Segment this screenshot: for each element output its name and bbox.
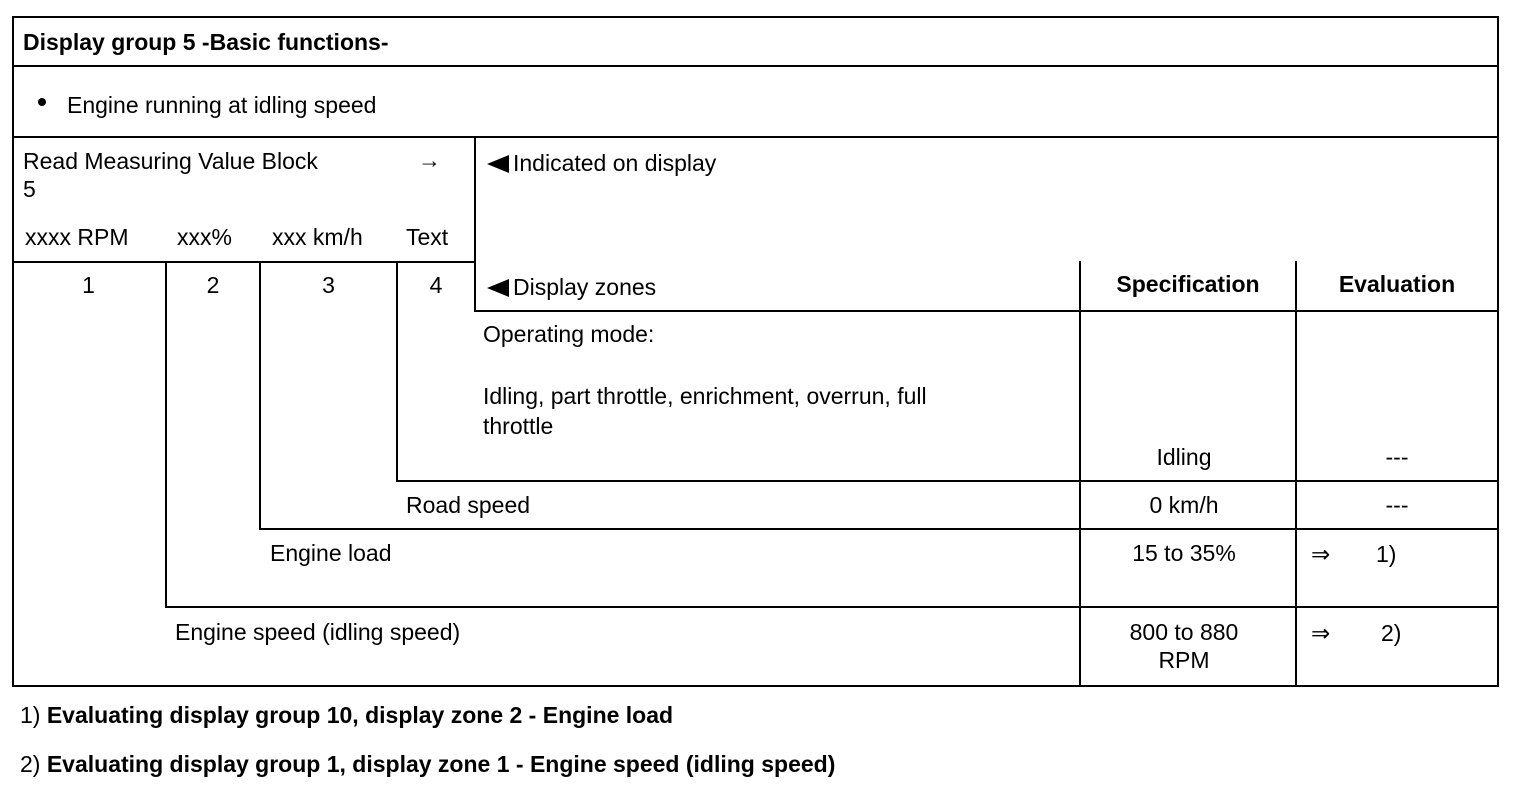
page-title: Display group 5 -Basic functions- [23, 29, 389, 55]
divider-row-road-speed [259, 528, 1499, 530]
engine-speed-specification-2: RPM [1158, 647, 1210, 673]
line-zone-2 [165, 261, 167, 608]
border-top [12, 16, 1499, 18]
column-evaluation: Evaluation [1338, 271, 1456, 297]
divider-row-engine-load [165, 606, 1499, 608]
zone-number-4: 4 [429, 272, 443, 298]
operating-mode-specification: Idling [1156, 444, 1212, 470]
zone-number-3: 3 [322, 272, 335, 298]
engine-speed-footnote-ref: 2) [1381, 620, 1402, 646]
footnote-text: Evaluating display group 1, display zone 1 - Engine speed (idling speed) [46, 751, 836, 777]
condition-text: Engine running at idling speed [67, 92, 377, 118]
road-speed-label: Road speed [406, 492, 531, 518]
operating-mode-evaluation: --- [1385, 444, 1409, 470]
border-left [12, 16, 14, 687]
triangle-left-icon [487, 279, 509, 297]
double-arrow-right-icon: ⇒ [1311, 541, 1331, 567]
triangle-left-icon [487, 155, 509, 173]
engine-speed-specification-1: 800 to 880 [1129, 619, 1239, 645]
display-zones-label: Display zones [513, 274, 657, 300]
divider-row-operating-mode [396, 480, 1499, 482]
footnote-text: Evaluating display group 10, display zone 2 - Engine load [46, 702, 674, 728]
display-header-text: Text [406, 224, 449, 250]
double-arrow-right-icon: ⇒ [1311, 620, 1331, 646]
indicated-on-display [487, 149, 716, 178]
footnote-1 [20, 701, 673, 730]
read-block-number: 5 [23, 176, 36, 202]
operating-mode-desc-2: throttle [483, 413, 554, 439]
border-right [1497, 16, 1499, 687]
operating-mode-desc-1: Idling, part throttle, enrichment, overrun, full [483, 383, 927, 409]
divider-read-block [474, 136, 476, 311]
divider-display-headers [12, 261, 476, 263]
divider-condition [12, 136, 1499, 138]
column-specification: Specification [1116, 271, 1260, 297]
arrow-right-icon: → [418, 147, 441, 173]
zone-number-2: 2 [206, 272, 220, 298]
divider-title [12, 65, 1499, 67]
bullet-icon [38, 98, 46, 106]
engine-speed-label: Engine speed (idling speed) [175, 619, 461, 645]
footnote-number: 2) [20, 751, 41, 777]
road-speed-specification: 0 km/h [1149, 492, 1219, 518]
column-display-zones [487, 273, 656, 302]
operating-mode-label: Operating mode: [483, 321, 655, 347]
road-speed-evaluation: --- [1385, 492, 1409, 518]
line-zone-3 [259, 261, 261, 530]
read-block-label: Read Measuring Value Block [23, 148, 318, 174]
engine-load-specification: 15 to 35% [1132, 540, 1236, 566]
display-header-percent: xxx% [177, 224, 232, 250]
display-header-kmh: xxx km/h [272, 224, 363, 250]
footnote-2 [20, 750, 835, 779]
line-evaluation [1295, 261, 1297, 687]
border-bottom [12, 685, 1499, 687]
zone-number-1: 1 [82, 272, 95, 298]
engine-load-label: Engine load [270, 540, 392, 566]
footnote-number: 1) [20, 702, 41, 728]
display-header-rpm: xxxx RPM [25, 224, 129, 250]
indicated-label: Indicated on display [513, 150, 717, 176]
divider-column-headers [474, 310, 1499, 312]
engine-load-footnote-ref: 1) [1376, 541, 1397, 567]
